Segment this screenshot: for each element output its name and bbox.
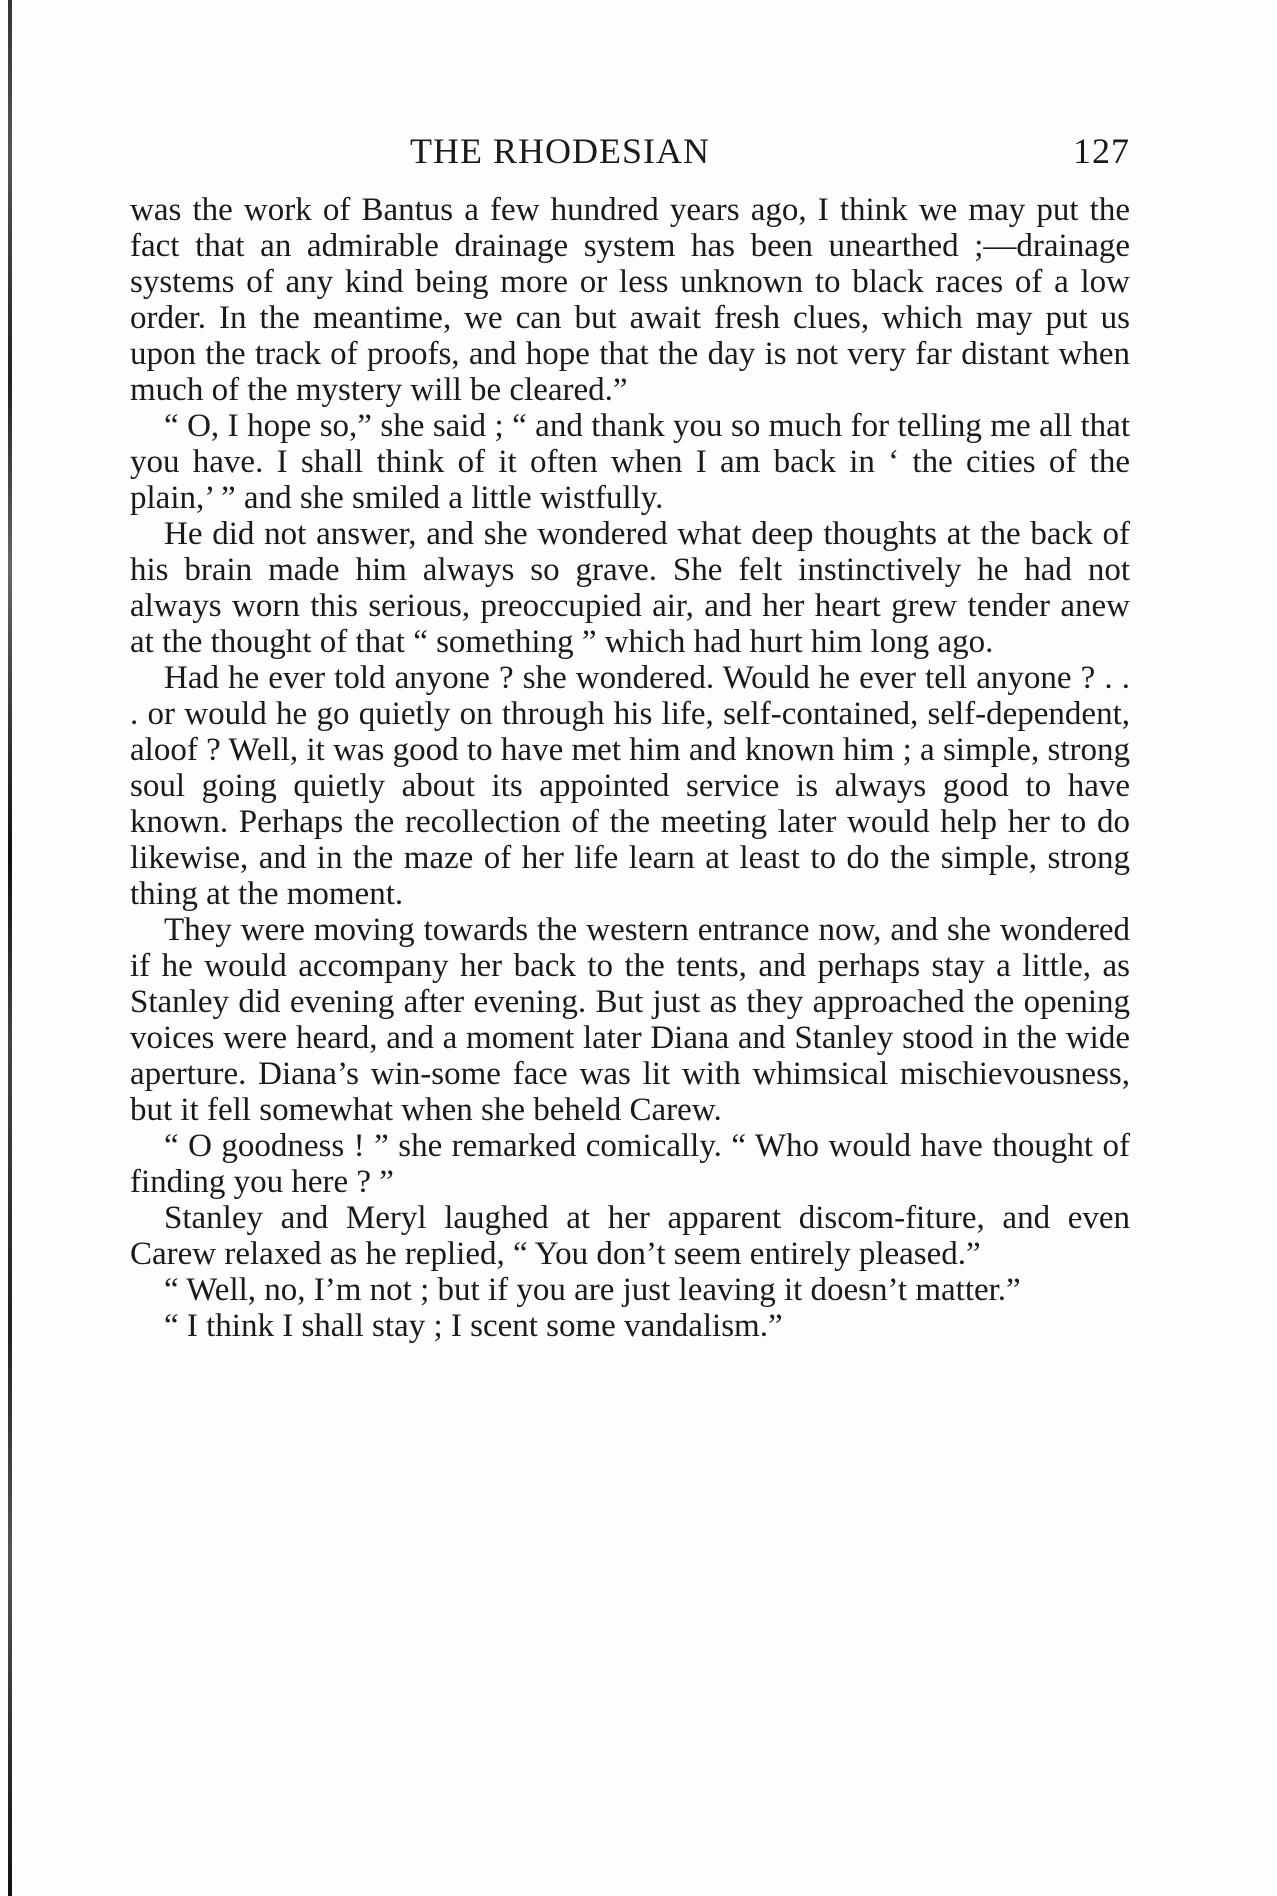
running-title: THE RHODESIAN [410, 131, 710, 171]
paragraph-4: Had he ever told anyone ? she wondered. Would he ever tell anyone ? . . . or would he go quietly on through his life, self-contained, self-dependent, aloof ? Well, it was good to have met him and known him ; a simple, strong soul going quietly about its appointed service is always good to have known. Perhaps the recollection of the meeting later would help her to do likewise, and in the maze of her life learn at least to do the simple, strong thing at the moment. [130, 660, 1130, 912]
paragraph-2: “ O, I hope so,” she said ; “ and thank you so much for telling me all that you have. I shall think of it often when I am back in ‘ the cities of the plain,’ ” and she smiled a little wistfully. [130, 408, 1130, 516]
paragraph-6: “ O goodness ! ” she remarked comically. “ Who would have thought of finding you here ? ” [130, 1128, 1130, 1200]
running-head [130, 130, 1130, 176]
binding-line [8, 0, 12, 1896]
paragraph-3: He did not answer, and she wondered what deep thoughts at the back of his brain made him always so grave. She felt instinctively he had not always worn this serious, preoccupied air, and her heart grew tender anew at the thought of that “ something ” which had hurt him long ago. [130, 516, 1130, 660]
paragraph-5: They were moving towards the western entrance now, and she wondered if he would accompany her back to the tents, and perhaps stay a little, as Stanley did evening after evening. But just as they approached the opening voices were heard, and a moment later Diana and Stanley stood in the wide aperture. Diana’s win-some face was lit with whimsical mischievousness, but it fell somewhat when she beheld Carew. [130, 912, 1130, 1128]
paragraph-7: Stanley and Meryl laughed at her apparent discom-fiture, and even Carew relaxed as he replied, “ You don’t seem entirely pleased.” [130, 1200, 1130, 1272]
paragraph-9: “ I think I shall stay ; I scent some vandalism.” [164, 1308, 783, 1344]
paragraph-8: “ Well, no, I’m not ; but if you are just leaving it doesn’t matter.” [164, 1272, 1021, 1308]
body-text [130, 192, 1130, 1344]
binding-edge [0, 0, 30, 1896]
paragraph-1: was the work of Bantus a few hundred years ago, I think we may put the fact that an admirable drainage system has been unearthed ;—drainage systems of any kind being more or less unknown to black races of a low order. In the meantime, we can but await fresh clues, which may put us upon the track of proofs, and hope that the day is not very far distant when much of the mystery will be cleared.” [130, 192, 1130, 408]
page-number: 127 [1073, 131, 1130, 171]
